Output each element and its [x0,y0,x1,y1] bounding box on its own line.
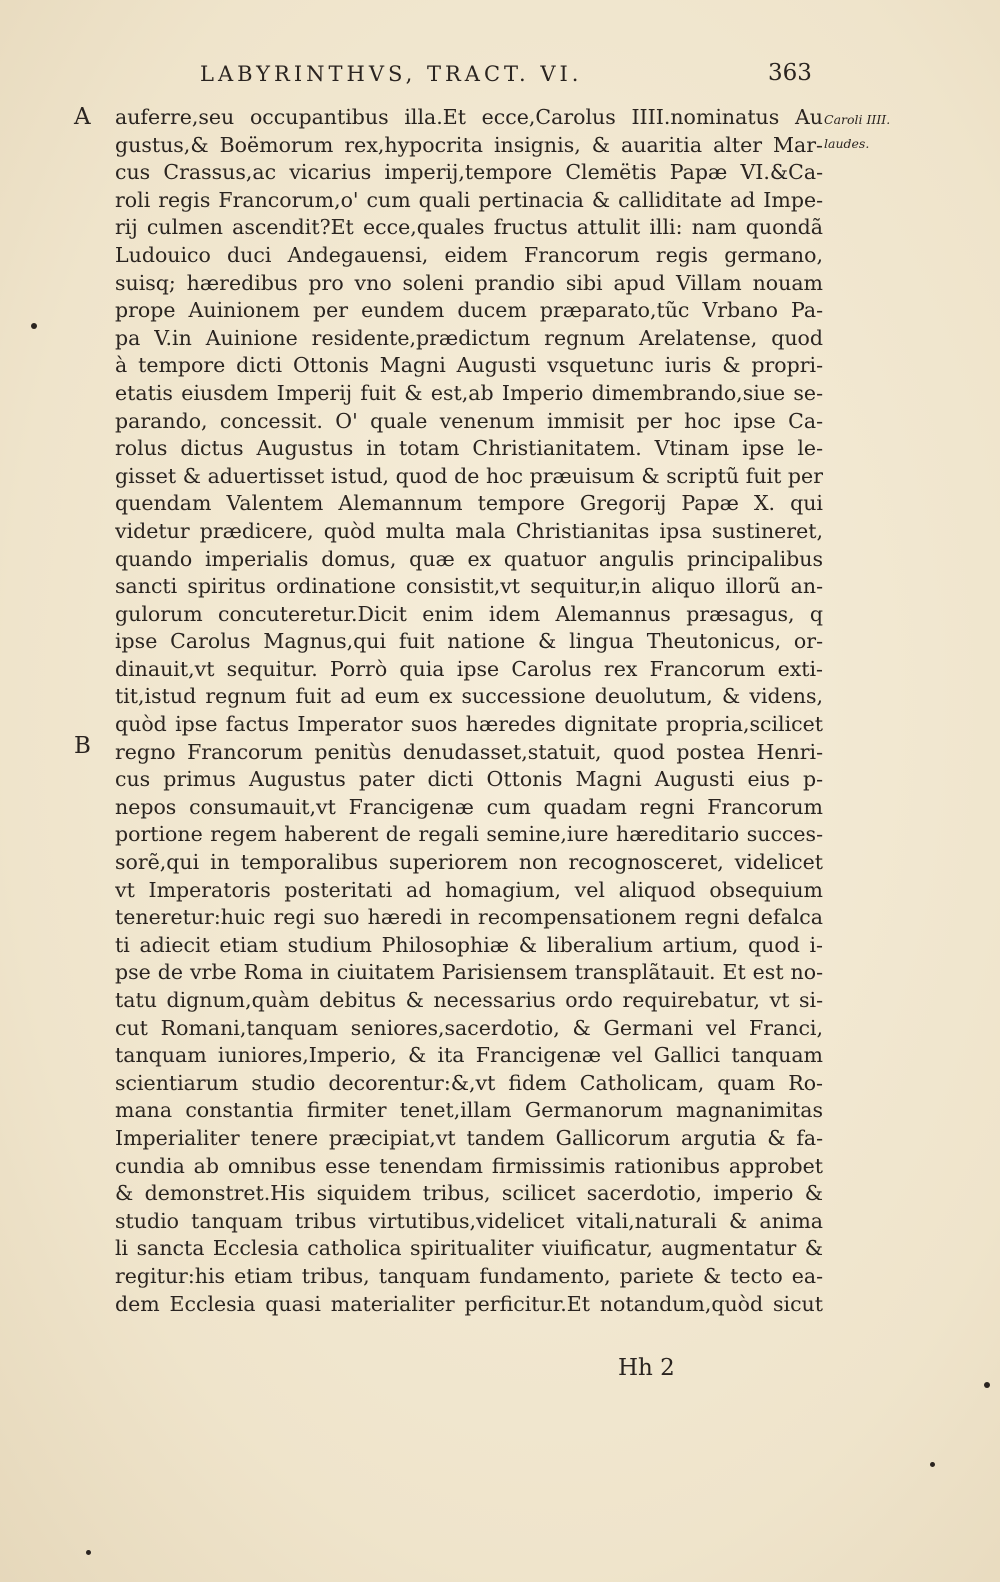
text-line: cut Romani,tanquam seniores,sacerdotio, & Germani vel Franci, [115,1015,823,1040]
text-line: rij culmen ascendit?Et ecce,quales fructus attulit illi: nam quondã [115,215,823,240]
text-line: pa V.in Auinione residente,prædictum regnum Arelatense, quod [115,325,823,350]
text-line: gulorum concuteretur.Dicit enim idem Alemannus præsagus, q [115,601,823,626]
text-line: portione regem haberent de regali semine,iure hæreditario succes- [115,822,823,847]
text-line: pse de vrbe Roma in ciuitatem Parisiensem transplãtauit. Et est no- [115,960,823,985]
text-line: rolus dictus Augustus in totam Christianitatem. Vtinam ipse le- [115,436,823,461]
text-line: sorẽ,qui in temporalibus superiorem non recognosceret, videlicet [115,850,823,875]
body-text [115,104,823,1318]
folio-number: 363 [768,60,812,86]
text-line: regno Francorum penitùs denudasset,statuit, quod postea Henri- [115,739,823,764]
text-line: auferre,seu occupantibus illa.Et ecce,Carolus IIII.nominatus Au [115,105,823,129]
text-line: videtur prædicere, quòd multa mala Christianitas ipsa sustineret, [115,518,823,543]
text-line: cus primus Augustus pater dicti Ottonis Magni Augusti eius p- [115,767,823,792]
running-head: LABYRINTHVS, TRACT. VI. [200,62,583,86]
text-line: tit,istud regnum fuit ad eum ex successione deuolutum, & videns, [115,684,823,709]
text-line: scientiarum studio decorentur:&,vt fidem Catholicam, quam Ro- [115,1070,823,1095]
text-line: tanquam iuniores,Imperio, & ita Francigenæ vel Gallici tanquam [115,1043,823,1068]
text-line: gisset & aduertisset istud, quod de hoc præuisum & scriptũ fuit per [115,463,823,488]
text-line: mana constantia firmiter tenet,illam Germanorum magnanimitas [115,1098,823,1123]
ink-speck [31,323,37,329]
text-line: cundia ab omnibus esse tenendam firmissimis rationibus approbet [115,1153,823,1178]
text-line: ipse Carolus Magnus,qui fuit natione & lingua Theutonicus, or- [115,629,823,654]
text-line: parando, concessit. O' quale venenum immisit per hoc ipse Ca- [115,408,823,433]
text-line: à tempore dicti Ottonis Magni Augusti vsquetunc iuris & propri- [115,353,823,378]
text-line: quando imperialis domus, quæ ex quatuor angulis principalibus [115,546,823,571]
text-line: ti adiecit etiam studium Philosophiæ & liberalium artium, quod i- [115,932,823,957]
text-line: tatu dignum,quàm debitus & necessarius ordo requirebatur, vt si- [115,988,823,1012]
text-line: cus Crassus,ac vicarius imperij,tempore Clemëtis Papæ VI.&Ca- [115,160,823,185]
ink-speck [930,1462,935,1467]
text-line: suisq; hæredibus pro vno soleni prandio sibi apud Villam nouam [115,270,823,295]
text-line: dinauit,vt sequitur. Porrò quia ipse Carolus rex Francorum exti- [115,656,823,681]
text-line: li sancta Ecclesia catholica spiritualiter viuificatur, augmentatur & [115,1236,823,1261]
marginal-note-line: Caroli IIII. [824,112,891,127]
text-line: quendam Valentem Alemannum tempore Gregorij Papæ X. qui [115,491,823,516]
marginal-note-line: laudes. [824,136,870,151]
signature-mark: Hh 2 [618,1355,675,1381]
text-line: studio tanquam tribus virtutibus,videlicet vitali,naturali & anima [115,1208,823,1233]
section-letter-b: B [74,733,91,759]
text-line: quòd ipse factus Imperator suos hæredes dignitate propria,scilicet [115,712,823,737]
section-letter-a: A [74,104,91,130]
text-line: Ludouico duci Andegauensi, eidem Francorum regis germano, [115,242,823,267]
text-line: sancti spiritus ordinatione consistit,vt sequitur,in aliquo illorũ an- [115,574,823,599]
text-line: roli regis Francorum,o' cum quali pertinacia & calliditate ad Impe- [115,187,823,212]
text-line: Imperialiter tenere præcipiat,vt tandem Gallicorum argutia & fa- [115,1125,823,1150]
ink-speck [984,1382,990,1388]
text-line: regitur:his etiam tribus, tanquam fundamento, pariete & tecto ea- [115,1263,823,1288]
text-line: vt Imperatoris posteritati ad homagium, vel aliquod obsequium [115,877,823,902]
text-line: & demonstret.His siquidem tribus, scilicet sacerdotio, imperio & [115,1181,823,1206]
text-line: etatis eiusdem Imperij fuit & est,ab Imperio dimembrando,siue se- [115,380,823,405]
text-line: teneretur:huic regi suo hæredi in recompensationem regni defalca [115,905,823,930]
text-line: prope Auinionem per eundem ducem præparato,tũc Vrbano Pa- [115,298,823,323]
ink-speck [86,1550,91,1555]
text-line: gustus,& Boëmorum rex,hypocrita insignis, & auaritia alter Mar- [115,132,823,157]
marginal-note [824,108,890,156]
text-line: nepos consumauit,vt Francigenæ cum quadam regni Francorum [115,794,823,819]
text-line: dem Ecclesia quasi materialiter perficitur.Et notandum,quòd sicut [115,1291,823,1316]
